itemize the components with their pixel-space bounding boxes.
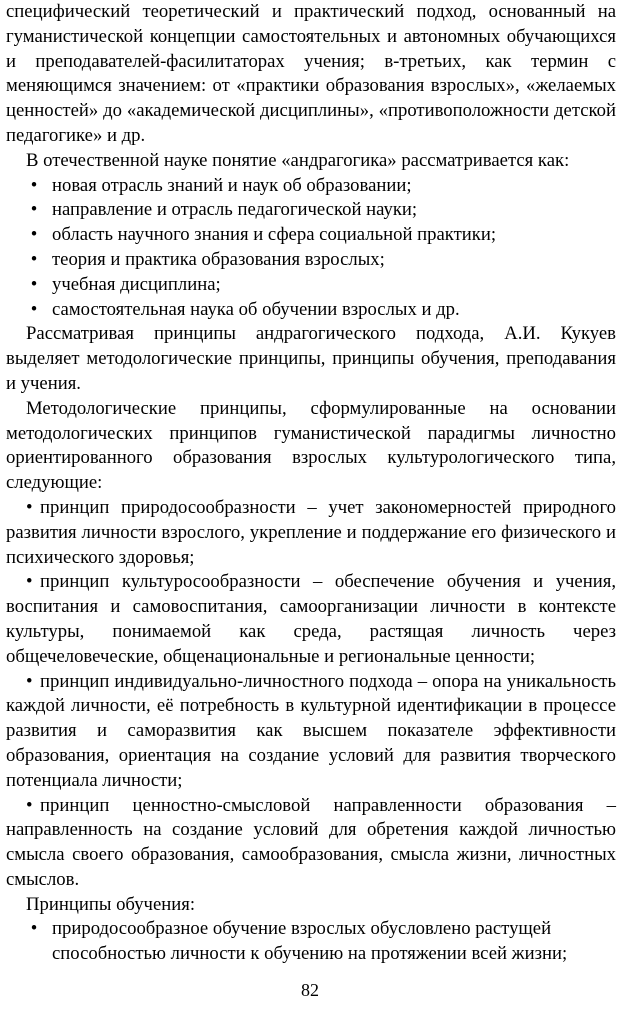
list-item — [6, 496, 616, 570]
paragraph-learning-principles: Принципы обучения: — [26, 893, 196, 915]
page-content — [6, 0, 616, 967]
andragogy-definitions-list — [6, 174, 616, 323]
bullet-icon: • — [26, 794, 33, 816]
bullet-icon: • — [26, 496, 33, 518]
bullet-icon: • — [30, 273, 38, 295]
paragraph-domestic-science: В отечественной науке понятие «андрагогика» рассматривается как: — [26, 149, 570, 171]
paragraph-kukuev: Рассматривая принципы андрагогического подхода, А.И. Кукуев выделяет методологические принципы, принципы обучения, преподавания и учения. — [6, 323, 616, 394]
list-item — [6, 198, 616, 223]
bullet-icon: • — [26, 670, 33, 692]
list-item-text: направление и отрасль педагогической науки; — [52, 199, 418, 221]
bullet-icon: • — [30, 174, 38, 196]
list-item-text: принцип ценностно-смысловой направленности образования – направленность на создание условий для обретения каждой личностью смысла своего образования, самообразования, смысла жизни, личностных смыслов. — [6, 794, 616, 890]
list-item — [6, 670, 616, 794]
list-item-text: самостоятельная наука об обучении взрослых и др. — [52, 298, 460, 320]
page-number: 82 — [301, 980, 319, 1000]
bullet-icon: • — [30, 248, 38, 270]
list-item-text: принцип индивидуально-личностного подхода – опора на уникальность каждой личности, её потребность в культурной идентификации в процессе развития и саморазвития как высшем показателе эффективности образования, ориентация на создание условий для развития творческого потенциала личности; — [6, 670, 616, 791]
list-item — [6, 273, 616, 298]
learning-principles-list — [6, 917, 616, 967]
list-item-text: теория и практика образования взрослых; — [52, 248, 385, 270]
list-item — [6, 248, 616, 273]
list-item-text: новая отрасль знаний и наук об образовании; — [52, 174, 412, 196]
paragraph-methodological-principles: Методологические принципы, сформулированные на основании методологических принципов гуманистической парадигмы личностно ориентированного образования взрослых культурологического типа, следующие: — [6, 397, 616, 494]
bullet-icon: • — [30, 224, 38, 246]
methodological-principles-list — [6, 496, 616, 893]
bullet-icon: • — [30, 199, 38, 221]
list-item — [6, 794, 616, 893]
bullet-icon: • — [30, 918, 38, 940]
bullet-icon: • — [30, 298, 38, 320]
list-item — [6, 570, 616, 669]
list-item-text: природосообразное обучение взрослых обусловлено растущей способностью личности к обучению на протяжении всей жизни; — [52, 918, 568, 965]
bullet-icon: • — [26, 571, 33, 593]
list-item — [6, 174, 616, 199]
list-item-text: учебная дисциплина; — [52, 273, 221, 295]
paragraph-intro: специфический теоретический и практический подход, основанный на гуманистической концепции самостоятельных и автономных обучающихся и преподавателей-фасилитаторах учения; в-третьих, как термин с меняющимся значением: от «практики образования взрослых», «желаемых ценностей» до «академической дисциплины», «противоположности детской педагогике» и др. — [6, 1, 616, 146]
list-item-text: принцип культуросообразности – обеспечение обучения и учения, воспитания и самовоспитания, самоорганизации личности в контексте культуры, понимаемой как среда, растящая личность через общечеловеческие, общенациональные и региональные ценности; — [6, 571, 616, 667]
list-item — [6, 298, 616, 323]
list-item-text: принцип природосообразности – учет закономерностей природного развития личности взрослого, укрепление и поддержание его физического и психического здоровья; — [6, 496, 616, 568]
list-item — [6, 917, 616, 967]
list-item — [6, 223, 616, 248]
list-item-text: область научного знания и сфера социальной практики; — [52, 224, 497, 246]
